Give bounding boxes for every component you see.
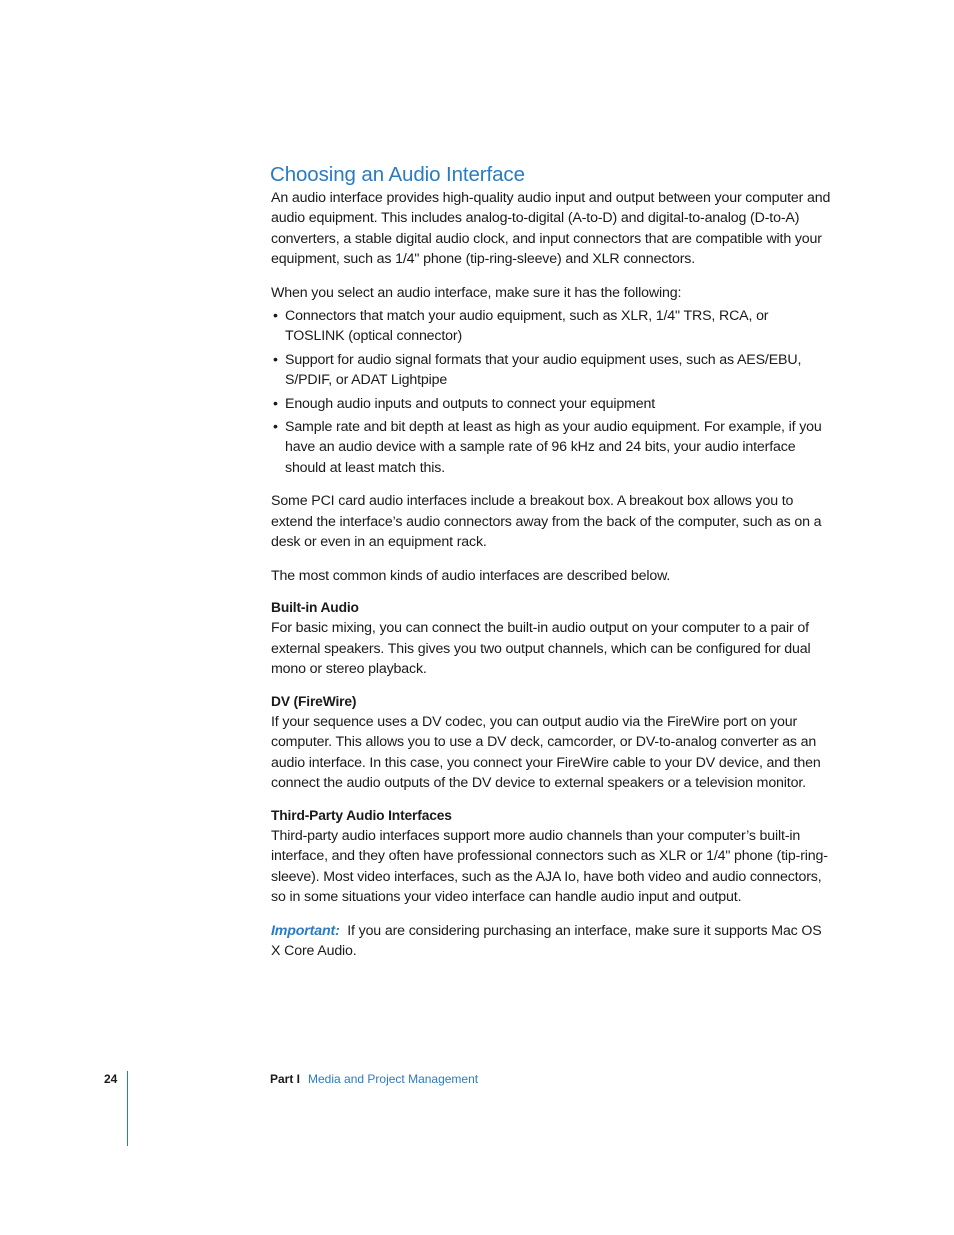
subsection-body-dv-firewire: If your sequence uses a DV codec, you can output audio via the FireWire port on your computer. This allows you to use a DV deck, camcorder, or DV-to-analog converter as an audio interface. In this case, you connect your FireWire cable to your DV device, and then connect the audio outputs of the DV device to external speakers or a television monitor. — [271, 713, 821, 792]
list-item-text: Connectors that match your audio equipment, such as XLR, 1/4" TRS, RCA, or TOSLINK (optical connector) — [285, 308, 769, 345]
list-item-text: Support for audio signal formats that your audio equipment uses, such as AES/EBU, S/PDIF, or ADAT Lightpipe — [285, 351, 802, 389]
subsection-heading-built-in-audio: Built-in Audio — [271, 599, 359, 615]
footer-divider — [127, 1071, 128, 1146]
page-content — [271, 162, 831, 961]
footer-part — [270, 1072, 478, 1086]
list-item — [271, 350, 831, 391]
list-item — [271, 394, 831, 414]
bullet-icon: • — [273, 395, 278, 412]
bullet-icon: • — [273, 308, 278, 325]
kinds-intro: The most common kinds of audio interfaces are described below. — [271, 567, 671, 584]
page-number: 24 — [104, 1072, 118, 1086]
subsection-body-third-party: Third-party audio interfaces support more audio channels than your computer’s built-in interface, and they often have professional connectors such as XLR or 1/4" phone (tip-ring-sleeve). Most video interfaces, such as the AJA Io, have both video and audio connectors, so in some situations your video interface can handle audio input and output. — [271, 827, 828, 906]
part-label: Part I — [270, 1072, 301, 1086]
intro-paragraph: An audio interface provides high-quality audio input and output between your computer and audio equipment. This includes analog-to-digital (A-to-D) and digital-to-analog (D-to-A) converters, a stable digital audio clock, and input connectors that are compatible with your equipment, such as 1/4" phone (tip-ring-sleeve) and XLR connectors. — [271, 190, 831, 268]
breakout-paragraph: Some PCI card audio interfaces include a breakout box. A breakout box allows you to extend the interface’s audio connectors away from the back of the computer, such as on a desk or even in an equipment rack. — [271, 493, 822, 551]
checklist-intro: When you select an audio interface, make sure it has the following: — [271, 284, 682, 301]
important-label: Important: — [271, 922, 340, 939]
list-item-text: Sample rate and bit depth at least as high as your audio equipment. For example, if you have an audio device with a sample rate of 96 kHz and 24 bits, your audio interface should at least match this. — [285, 419, 822, 476]
important-text: If you are considering purchasing an interface, make sure it supports Mac OS X Core Audio. — [271, 922, 822, 959]
section-title: Choosing an Audio Interface — [270, 163, 525, 186]
bullet-icon: • — [273, 419, 278, 436]
subsection-heading-third-party: Third-Party Audio Interfaces — [271, 807, 452, 823]
list-item — [271, 417, 831, 478]
list-item — [271, 306, 831, 347]
subsection-heading-dv-firewire: DV (FireWire) — [271, 693, 357, 709]
bullet-icon: • — [273, 351, 278, 368]
subsection-body-built-in-audio: For basic mixing, you can connect the built-in audio output on your computer to a pair of external speakers. This gives you two output channels, which can be configured for dual mono or stereo playback. — [271, 620, 811, 678]
list-item-text: Enough audio inputs and outputs to connect your equipment — [285, 395, 656, 412]
requirements-list — [271, 306, 831, 478]
important-note — [271, 921, 831, 962]
part-title: Media and Project Management — [308, 1072, 479, 1086]
